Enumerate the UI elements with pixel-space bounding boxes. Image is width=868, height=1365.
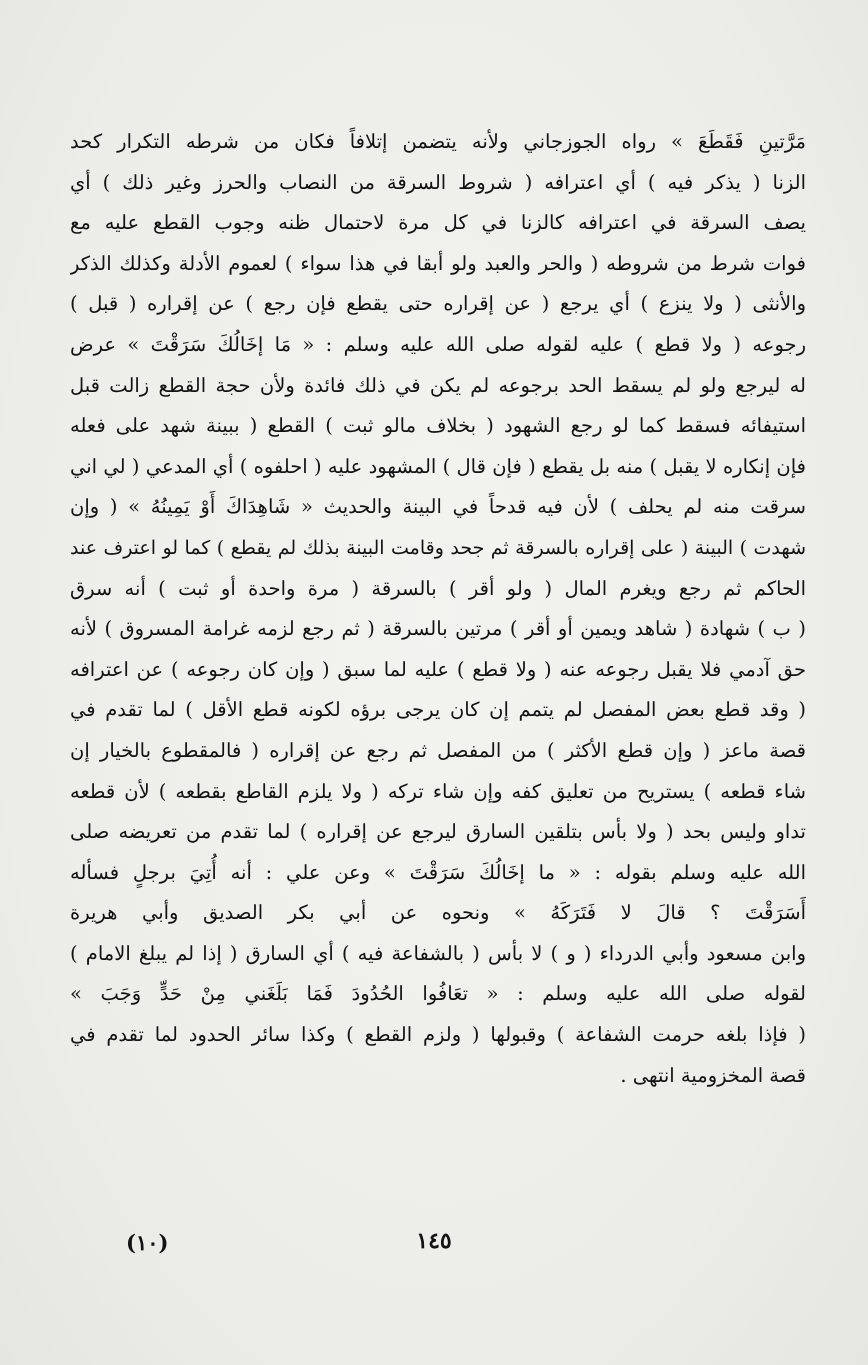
text-line: يصف السرقة في اعترافه كالزنا في كل مرة لاحتمال ظنه وجوب القطع عليه مع	[70, 211, 806, 235]
text-line: حق آدمي فلا يقبل رجوعه عنه ( ولا قطع ) عليه لما سبق ( وإن كان رجوعه ) عن اعترافه	[70, 657, 806, 681]
text-line: رجوعه ( ولا قطع ) عليه لقوله صلى الله عليه وسلم : « مَا إخَالُكَ سَرَقْتَ » عرض	[70, 332, 806, 356]
text-line: استيفائه فسقط كما لو رجع الشهود ( بخلاف مالو ثبت ) القطع ( ببينة شهد على فعله	[70, 414, 806, 438]
text-line: مَرَّتينِ فَقَطَعَ » رواه الجوزجاني ولأنه يتضمن إتلافاً فكان من شرطه التكرار كحد	[70, 130, 806, 153]
page-body-text	[70, 122, 806, 1096]
text-line: قصة ماعز ( وإن قطع الأكثر ) من المفصل ثم رجع عن إقراره ( فالمقطوع بالخيار إن	[70, 738, 806, 762]
text-line: له ليرجع ولو لم يسقط الحد برجوعه لم يكن في ذلك فائدة ولأن حجة القطع زالت قبل	[70, 373, 806, 397]
text-line: شاء قطعه ) يستريح من تعليق كفه وإن شاء تركه ( ولا يلزم القاطع بقطعه ) لأن قطعه	[70, 779, 806, 803]
text-line: تداو وليس بحد ( ولا بأس بتلقين السارق ليرجع عن إقراره ) لما تقدم من تعريضه صلى	[70, 820, 806, 844]
text-line: الله عليه وسلم بقوله : « ما إخَالُكَ سَرَقْتَ » وعن علي : أنه أُتِيَ برجلٍ فسأله	[70, 860, 806, 884]
text-line: فإن إنكاره لا يقبل ) منه بل يقطع ( فإن قال ) المشهود عليه ( احلفوه ) أي المدعي ( لي اني	[70, 454, 806, 478]
text-line-last: قصة المخزومية انتهى .	[620, 1063, 806, 1087]
signature-mark: (١٠)	[126, 1230, 169, 1255]
text-line: ( فإذا بلغه حرمت الشفاعة ) وقبولها ( ولزم القطع ) وكذا سائر الحدود لما تقدم في	[70, 1023, 806, 1047]
text-line: فوات شرط من شروطه ( والحر والعبد ولو أبقا في هذا سواء ) لعموم الأدلة وكذلك الذكر	[70, 251, 806, 275]
text-line: الزنا ( يذكر فيه ) أي اعترافه ( شروط السرقة من النصاب والحرز وغير ذلك ) أي	[70, 170, 806, 194]
text-line: وابن مسعود وأبي الدرداء ( و ) لا بأس ( بالشفاعة فيه ) أي السارق ( إذا لم يبلغ الامام )	[70, 941, 806, 965]
text-line: سرقت منه لم يحلف ) لأن فيه قدحاً في البينة والحديث « شَاهِدَاكَ أَوْ يَمِينُهُ » ( وإن	[70, 495, 806, 519]
text-line: ( ب ) شهادة ( شاهد ويمين أو أقر ) مرتين بالسرقة ( ثم رجع لزمه غرامة المسروق ) لأنه	[70, 617, 806, 641]
text-line: أَسَرَقْتَ ؟ قالَ لا فَتَرَكَهُ » ونحوه عن أبي بكر الصديق وأبي هريرة	[70, 901, 806, 925]
text-line: ( وقد قطع بعض المفصل لم يتمم إن كان يرجى برؤه لكونه قطع الأقل ) لما تقدم في	[70, 698, 806, 722]
text-line: والأنثى ( ولا ينزع ) أي يرجع ( عن إقراره حتى يقطع فإن رجع ) عن إقراره ( قبل )	[70, 292, 806, 316]
text-line: لقوله صلى الله عليه وسلم : « تعَافُوا الحُدُودَ فَمَا بَلَغَني مِنْ حَدٍّ وَجَبَ »	[70, 982, 806, 1006]
page-footer	[0, 1228, 868, 1268]
text-line: شهدت ) البينة ( على إقراره بالسرقة ثم جحد وقامت البينة بذلك لم يقطع ) كما لو اعترف عند	[70, 536, 806, 559]
page-number: ١٤٥	[416, 1228, 452, 1254]
text-line: الحاكم ثم رجع ويغرم المال ( ولو أقر ) بالسرقة ( مرة واحدة أو ثبت ) أنه سرق	[70, 576, 806, 600]
